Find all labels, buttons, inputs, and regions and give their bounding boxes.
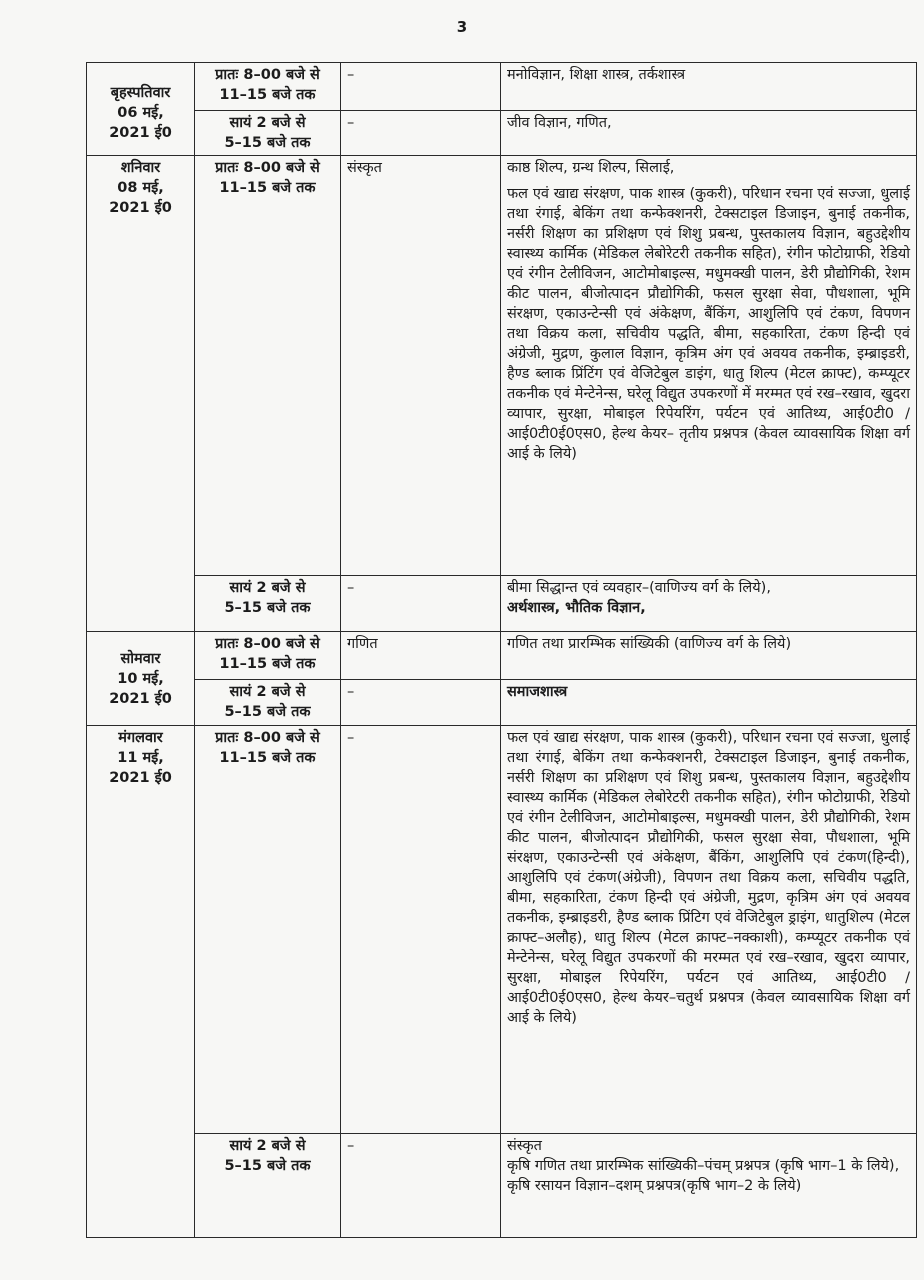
day-date: 08 मई, [117, 180, 164, 196]
page-number: 3 [456, 18, 468, 36]
subjects-line: कृषि रसायन विज्ञान–दशम् प्रश्नपत्र(कृषि भाग–2 के लिये) [507, 1178, 802, 1194]
time-start: प्रातः 8–00 बजे से [215, 67, 320, 83]
time-end: 5–15 बजे तक [224, 600, 311, 616]
exam-schedule-table [86, 62, 917, 1238]
subjects-cell [501, 576, 917, 632]
subjects-cell: गणित तथा प्रारम्भिक सांख्यिकी (वाणिज्य वर्ग के लिये) [501, 632, 917, 680]
subjects-cell: जीव विज्ञान, गणित, [501, 111, 917, 156]
table-row [87, 63, 917, 111]
time-end: 11–15 बजे तक [219, 87, 316, 103]
time-cell [195, 576, 341, 632]
language-cell: – [341, 63, 501, 111]
language-cell: – [341, 111, 501, 156]
day-cell [87, 63, 195, 156]
time-end: 5–15 बजे तक [224, 135, 311, 151]
subjects-cell: फल एवं खाद्य संरक्षण, पाक शास्त्र (कुकरी), परिधान रचना एवं सज्जा, धुलाई तथा रंगाई, बेकिंग तथा कन्फेक्शनरी, टेक्सटाइल डिजाइन, बुनाई तकनीक, नर्सरी शिक्षण का प्रशिक्षण एवं शिशु प्रबन्ध, पुस्तकालय विज्ञान, बहुउद्देशीय स्वास्थ्य कार्मिक (मेडिकल लेबोरेटरी तकनीक सहित), रंगीन फोटोग्राफी, रेडियो एवं रंगीन टेलीविजन, आटोमोबाइल्स, मधुमक्खी पालन, डेरी प्रौद्योगिकी, रेशम कीट पालन, बीजोत्पादन प्रौद्योगिकी, फसल सुरक्षा सेवा, पौधशाला, भूमि संरक्षण, एकाउन्टेन्सी एवं अंकेक्षण, बैंकिंग, आशुलिपि एवं टंकण(हिन्दी), आशुलिपि एवं टंकण(अंग्रेजी), विपणन तथा विक्रय कला, सचिवीय पद्धति, बीमा, सहकारिता, टंकण हिन्दी एवं अंग्रेजी, मुद्रण, कृत्रिम अंग एवं अवयव तकनीक, इम्ब्राइडरी, हैण्ड ब्लाक प्रिंटिग एवं वेजिटेबुल ड्राइंग, धातुशिल्प (मेटल क्राफ्ट–अलौह), धातु शिल्प (मेटल क्राफ्ट–नक्काशी), कम्प्यूटर तकनीक एवं मेन्टेनेन्स, घरेलू विद्युत उपकरणों की मरम्मत एवं रख–रखाव, खुदरा व्यापार, सुरक्षा, मोबाइल रिपेयरिंग, पर्यटन एवं आतिथ्य, आई0टी0 / आई0टी0ई0एस0, हेल्थ केयर–चतुर्थ प्रश्नपत्र (केवल व्यावसायिक शिक्षा वर्ग आई के लिये) [501, 726, 917, 1134]
language-cell: – [341, 726, 501, 1134]
day-year: 2021 ई0 [109, 125, 172, 141]
subjects-cell: मनोविज्ञान, शिक्षा शास्त्र, तर्कशास्त्र [501, 63, 917, 111]
time-start: सायं 2 बजे से [229, 1138, 306, 1154]
time-cell [195, 156, 341, 576]
day-name: बृहस्पतिवार [110, 85, 171, 101]
time-start: सायं 2 बजे से [229, 115, 306, 131]
day-name: मंगलवार [118, 730, 163, 746]
subjects-cell [501, 1134, 917, 1238]
subjects-paragraph: फल एवं खाद्य संरक्षण, पाक शास्त्र (कुकरी), परिधान रचना एवं सज्जा, धुलाई तथा रंगाई, बेकिंग तथा कन्फेक्शनरी, टेक्सटाइल डिजाइन, बुनाई तकनीक, नर्सरी शिक्षण का प्रशिक्षण एवं शिशु प्रबन्ध, पुस्तकालय विज्ञान, बहुउद्देशीय स्वास्थ्य कार्मिक (मेडिकल लेबोरेटरी तकनीक सहित), रंगीन फोटोग्राफी, रेडियो एवं रंगीन टेलीविजन, आटोमोबाइल्स, मधुमक्खी पालन, डेरी प्रौद्योगिकी, रेशम कीट पालन, बीजोत्पादन प्रौद्योगिकी, फसल सुरक्षा सेवा, पौधशाला, भूमि संरक्षण, एकाउन्टेन्सी एवं अंकेक्षण, बैंकिंग, आशुलिपि एवं टंकण, विपणन तथा विक्रय कला, सचिवीय पद्धति, बीमा, सहकारिता, टंकण हिन्दी एवं अंग्रेजी, मुद्रण, कुलाल विज्ञान, कृत्रिम अंग एवं अवयव तकनीक, इम्ब्राइडरी, हैण्ड ब्लाक प्रिंटिंग एवं वेजिटेबुल डाइंग, धातु शिल्प (मेटल क्राफ्ट), कम्प्यूटर तकनीक एवं मेन्टेनेन्स, घरेलू विद्युत उपकरणों में मरम्मत एवं रख–रखाव, खुदरा व्यापार, सुरक्षा, मोबाइल रिपेयरिंग, पर्यटन एवं आतिथ्य, आई0टी0 / आई0टी0ई0एस0, हेल्थ केयर– तृतीय प्रश्नपत्र (केवल व्यावसायिक शिक्षा वर्ग आई के लिये) [507, 186, 910, 462]
day-year: 2021 ई0 [109, 200, 172, 216]
time-cell [195, 680, 341, 726]
time-cell [195, 726, 341, 1134]
language-cell: संस्कृत [341, 156, 501, 576]
table-row [87, 156, 917, 576]
table-row [87, 111, 917, 156]
time-start: प्रातः 8–00 बजे से [215, 636, 320, 652]
time-end: 5–15 बजे तक [224, 1158, 311, 1174]
time-cell [195, 632, 341, 680]
day-date: 11 मई, [117, 750, 164, 766]
time-cell [195, 1134, 341, 1238]
day-year: 2021 ई0 [109, 690, 172, 707]
day-date: 06 मई, [117, 105, 164, 121]
day-name: शनिवार [120, 160, 161, 176]
time-end: 11–15 बजे तक [219, 750, 316, 766]
table-row [87, 680, 917, 726]
day-date: 10 मई, [117, 670, 164, 687]
day-name: सोमवार [120, 650, 161, 667]
table-row [87, 632, 917, 680]
language-cell: गणित [341, 632, 501, 680]
subjects-line: अर्थशास्त्र, भौतिक विज्ञान, [507, 600, 646, 616]
table-row [87, 726, 917, 1134]
time-start: प्रातः 8–00 बजे से [215, 160, 320, 176]
subjects-line: संस्कृत [507, 1138, 542, 1154]
time-start: सायं 2 बजे से [229, 580, 306, 596]
subjects-cell: समाजशास्त्र [501, 680, 917, 726]
time-cell [195, 63, 341, 111]
day-cell [87, 632, 195, 726]
day-cell [87, 156, 195, 632]
day-cell [87, 726, 195, 1238]
time-end: 11–15 बजे तक [219, 656, 316, 672]
time-cell [195, 111, 341, 156]
subjects-line: कृषि गणित तथा प्रारम्भिक सांख्यिकी–पंचम् प्रश्नपत्र (कृषि भाग–1 के लिये), [507, 1158, 900, 1174]
time-end: 5–15 बजे तक [224, 704, 311, 720]
day-year: 2021 ई0 [109, 770, 172, 786]
table-row [87, 576, 917, 632]
subjects-line: बीमा सिद्धान्त एवं व्यवहार–(वाणिज्य वर्ग के लिये), [507, 580, 771, 596]
subjects-cell [501, 156, 917, 576]
language-cell: – [341, 1134, 501, 1238]
table-row [87, 1134, 917, 1238]
subjects-line: काष्ठ शिल्प, ग्रन्थ शिल्प, सिलाई, [507, 160, 675, 176]
time-end: 11–15 बजे तक [219, 180, 316, 196]
language-cell: – [341, 576, 501, 632]
language-cell: – [341, 680, 501, 726]
time-start: सायं 2 बजे से [229, 684, 306, 700]
time-start: प्रातः 8–00 बजे से [215, 730, 320, 746]
